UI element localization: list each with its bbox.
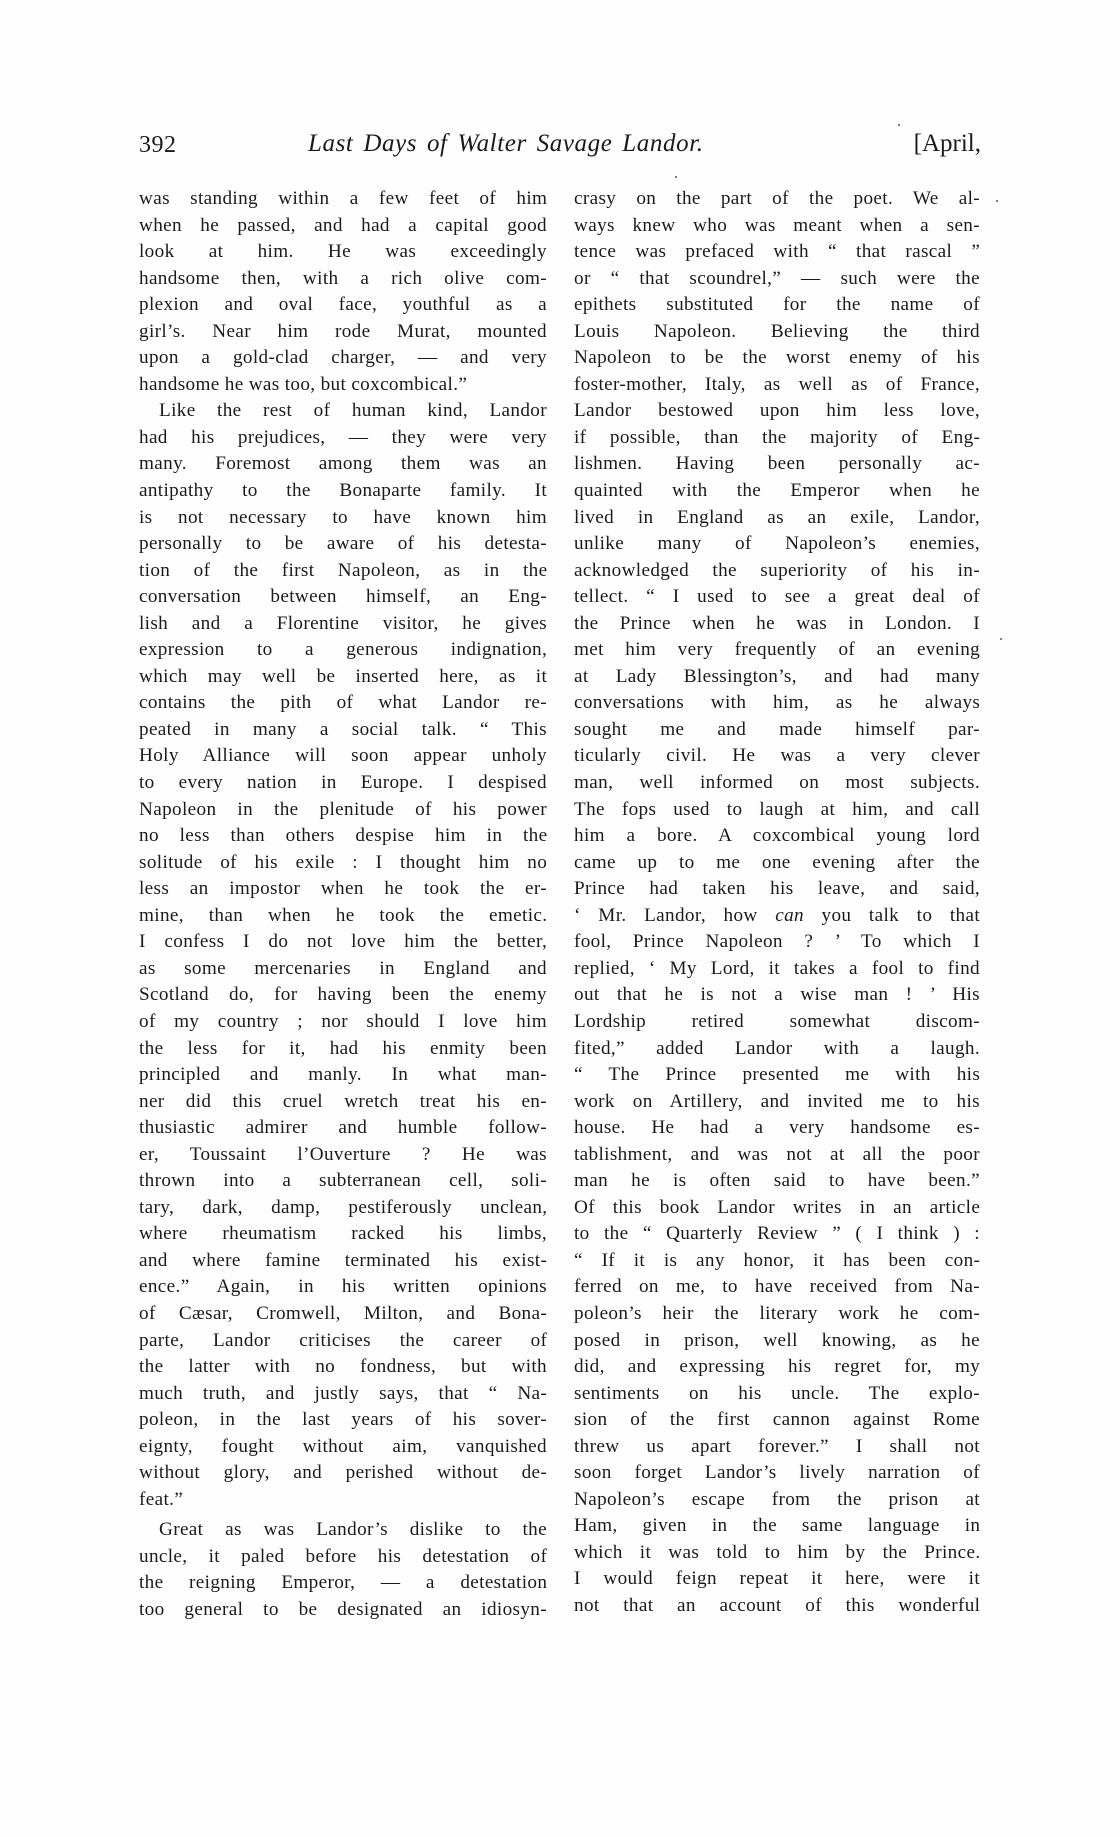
- text-line: met him very frequently of an evening: [574, 639, 981, 661]
- text-line: or “ that scoundrel,” — such were the: [574, 267, 980, 289]
- text-line: Landor bestowed upon him less love,: [574, 400, 980, 422]
- print-speck: [1000, 638, 1002, 640]
- text-line: soon forget Landor’s lively narration of: [574, 1462, 980, 1484]
- text-line: ner did this cruel wretch treat his en-: [139, 1090, 547, 1112]
- text-line: is not necessary to have known him: [139, 506, 547, 528]
- text-line: Scotland do, for having been the enemy: [139, 984, 547, 1006]
- text-line: was standing within a few feet of him: [139, 188, 548, 209]
- text-line: acknowledged the superiority of his in-: [574, 559, 980, 581]
- text-line: to every nation in Europe. I despised: [139, 772, 547, 794]
- text-line: ence.” Again, in his written opinions: [139, 1276, 547, 1298]
- text-line: Louis Napoleon. Believing the third: [574, 320, 980, 342]
- text-line: work on Artillery, and invited me to his: [574, 1090, 980, 1112]
- text-line: poleon’s heir the literary work he com-: [574, 1302, 981, 1324]
- text-line: not that an account of this wonderful: [574, 1594, 981, 1616]
- text-line: conversation between himself, an Eng-: [139, 586, 547, 608]
- text-line: too general to be designated an idiosyn-: [139, 1598, 547, 1620]
- text-line: which may well be inserted here, as it: [139, 665, 548, 687]
- text-line: The fops used to laugh at him, and call: [574, 798, 980, 820]
- text-line: had his prejudices, — they were very: [139, 426, 547, 448]
- text-line: Of this book Landor writes in an article: [574, 1196, 981, 1218]
- text-line: Napoleon’s escape from the prison at: [574, 1488, 980, 1510]
- text-line: upon a gold-clad charger, — and very: [139, 347, 547, 369]
- text-line: posed in prison, well knowing, as he: [574, 1329, 980, 1351]
- text-line: eignty, fought without aim, vanquished: [139, 1435, 547, 1457]
- text-line: man he is often said to have been.”: [574, 1170, 980, 1192]
- text-line: less an impostor when he took the er-: [139, 878, 547, 900]
- text-line: Great as was Landor’s dislike to the: [159, 1519, 547, 1541]
- text-line: out that he is not a wise man ! ’ His: [574, 984, 980, 1006]
- text-line: contains the pith of what Landor re-: [139, 692, 547, 714]
- text-line: girl’s. Near him rode Murat, mounted: [139, 320, 547, 342]
- text-line: to the “ Quarterly Review ” ( I think ) :: [574, 1223, 980, 1245]
- text-line: Prince had taken his leave, and said,: [574, 878, 981, 900]
- text-line: Napoleon in the plenitude of his power: [139, 798, 547, 820]
- text-line: man, well informed on most subjects.: [574, 772, 980, 794]
- text-line: antipathy to the Bonaparte family. It: [139, 480, 547, 502]
- text-line: house. He had a very handsome es-: [574, 1117, 980, 1139]
- text-line: when he passed, and had a capital good: [139, 214, 547, 236]
- running-title: Last Days of Walter Savage Landor.: [308, 130, 704, 157]
- text-line: principled and manly. In what man-: [139, 1064, 547, 1086]
- text-line: plexion and oval face, youthful as a: [139, 294, 547, 316]
- text-line: the Prince when he was in London. I: [574, 612, 980, 634]
- text-column-left: [139, 186, 547, 1624]
- text-line: tellect. “ I used to see a great deal of: [574, 586, 980, 608]
- text-line: tion of the first Napoleon, as in the: [139, 559, 548, 581]
- issue-month: [April,: [913, 130, 981, 157]
- text-line: sion of the first cannon against Rome: [574, 1409, 980, 1431]
- text-line: ‘ Mr. Landor, how can you talk to that: [574, 904, 981, 926]
- text-line: ferred on me, to have received from Na-: [574, 1276, 980, 1298]
- text-line: him a bore. A coxcombical young lord: [574, 825, 980, 847]
- text-line: many. Foremost among them was an: [139, 453, 547, 475]
- text-line: much truth, and justly says, that “ Na-: [139, 1382, 548, 1404]
- text-line: Lordship retired somewhat discom-: [574, 1010, 980, 1032]
- text-line: handsome then, with a rich olive com-: [139, 267, 547, 289]
- text-line: crasy on the part of the poet. We al-: [574, 188, 980, 209]
- text-line: which it was told to him by the Prince.: [574, 1541, 981, 1563]
- text-line: thusiastic admirer and humble follow-: [139, 1117, 548, 1139]
- text-line: as some mercenaries in England and: [139, 957, 547, 979]
- text-line: Holy Alliance will soon appear unholy: [139, 745, 547, 767]
- text-line: expression to a generous indignation,: [139, 639, 548, 661]
- text-line: parte, Landor criticises the career of: [139, 1329, 548, 1351]
- text-line: lish and a Florentine visitor, he gives: [139, 612, 547, 634]
- text-line: did, and expressing his regret for, my: [574, 1356, 981, 1378]
- text-line: personally to be aware of his detesta-: [139, 533, 547, 555]
- text-line: where rheumatism racked his limbs,: [139, 1223, 547, 1245]
- text-line: lishmen. Having been personally ac-: [574, 453, 980, 475]
- text-line: handsome he was too, but coxcombical.”: [139, 373, 468, 395]
- text-line: tary, dark, damp, pestiferously unclean,: [139, 1196, 548, 1218]
- text-line: of my country ; nor should I love him: [139, 1010, 547, 1032]
- text-line: of Cæsar, Cromwell, Milton, and Bona-: [139, 1302, 548, 1324]
- text-line: epithets substituted for the name of: [574, 294, 980, 316]
- text-line: thrown into a subterranean cell, soli-: [139, 1170, 547, 1192]
- running-head: [139, 128, 981, 164]
- text-line: tence was prefaced with “ that rascal ”: [574, 241, 981, 263]
- text-line: fool, Prince Napoleon ? ’ To which I: [574, 931, 980, 953]
- text-line: quainted with the Emperor when he: [574, 480, 980, 502]
- text-line: peated in many a social talk. “ This: [139, 718, 547, 740]
- print-speck: [675, 176, 677, 178]
- text-line: foster-mother, Italy, as well as of France,: [574, 373, 980, 395]
- page-number: 392: [139, 132, 177, 158]
- text-line: without glory, and perished without de-: [139, 1462, 548, 1484]
- text-line: replied, ‘ My Lord, it takes a fool to find: [574, 957, 980, 979]
- text-line: I would feign repeat it here, were it: [574, 1568, 980, 1590]
- text-line: threw us apart forever.” I shall not: [574, 1435, 980, 1457]
- text-line: if possible, than the majority of Eng-: [574, 426, 981, 448]
- text-line: the less for it, had his enmity been: [139, 1037, 547, 1059]
- text-line: ticularly civil. He was a very clever: [574, 745, 980, 767]
- text-line: look at him. He was exceedingly: [139, 241, 547, 263]
- print-speck: [996, 200, 998, 202]
- text-line: poleon, in the last years of his sover-: [139, 1409, 547, 1431]
- text-line: solitude of his exile : I thought him no: [139, 851, 548, 873]
- print-speck: [898, 124, 900, 126]
- text-line: and where famine terminated his exist-: [139, 1249, 548, 1271]
- text-line: at Lady Blessington’s, and had many: [574, 665, 980, 687]
- text-line: uncle, it paled before his detestation of: [139, 1545, 548, 1567]
- text-line: unlike many of Napoleon’s enemies,: [574, 533, 980, 555]
- text-line: “ If it is any honor, it has been con-: [574, 1249, 981, 1271]
- text-line: Ham, given in the same language in: [574, 1515, 981, 1537]
- text-line: Like the rest of human kind, Landor: [159, 400, 547, 422]
- text-line: ways knew who was meant when a sen-: [574, 214, 980, 236]
- text-line: came up to me one evening after the: [574, 851, 980, 873]
- text-line: sentiments on his uncle. The explo-: [574, 1382, 980, 1404]
- text-line: no less than others despise him in the: [139, 825, 548, 847]
- text-line: the latter with no fondness, but with: [139, 1356, 547, 1378]
- text-line: lived in England as an exile, Landor,: [574, 506, 980, 528]
- text-line: tablishment, and was not at all the poor: [574, 1143, 980, 1165]
- text-line: er, Toussaint l’Ouverture ? He was: [139, 1143, 547, 1165]
- text-column-right: [574, 186, 980, 1620]
- text-line: conversations with him, as he always: [574, 692, 981, 714]
- text-line: I confess I do not love him the better,: [139, 931, 548, 953]
- text-line: sought me and made himself par-: [574, 718, 980, 740]
- text-line: fited,” added Landor with a laugh.: [574, 1037, 980, 1059]
- emphasis: can: [775, 904, 804, 926]
- text-line: the reigning Emperor, — a detestation: [139, 1572, 548, 1594]
- text-line: Napoleon to be the worst enemy of his: [574, 347, 980, 369]
- text-line: feat.”: [139, 1488, 184, 1510]
- text-line: “ The Prince presented me with his: [574, 1064, 981, 1086]
- text-line: mine, than when he took the emetic.: [139, 904, 548, 926]
